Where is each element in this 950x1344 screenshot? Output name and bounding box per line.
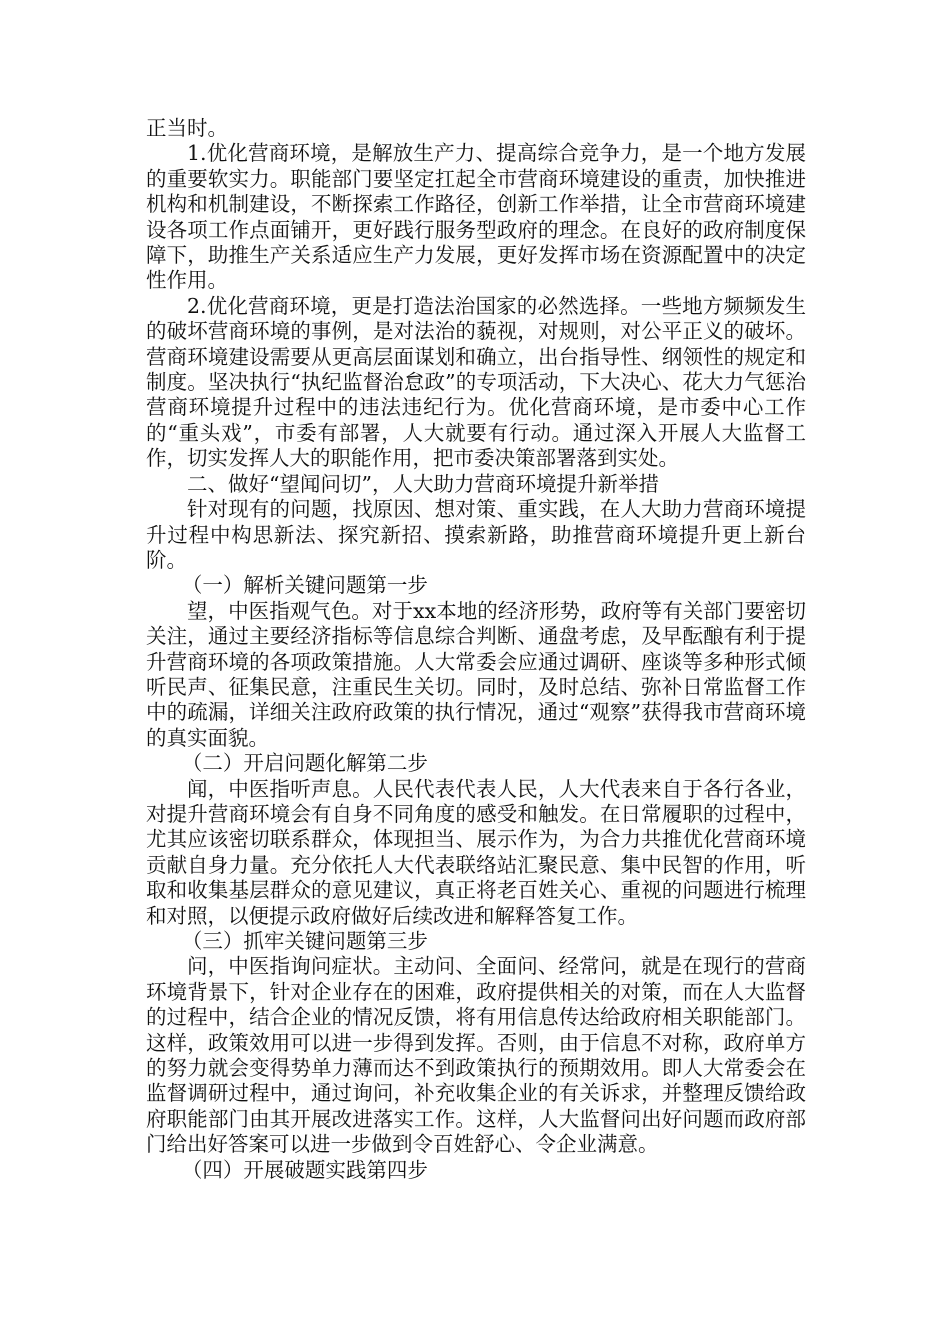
paragraph-step-1: 望，中医指观气色。对于xx本地的经济形势，政府等有关部门要密切关注，通过主要经济指标等信息综合判断、通盘考虑，及早酝酿有利于提升营商环境的各项政策措施。人大常委会应通过调研、座谈等多种形式倾听民声、征集民意，注重民生关切。同时，及时总结、弥补日常监督工作中的疏漏，详细关注政府政策的执行情况，通过“观察”获得我市营商环境的真实面貌。 — [146, 598, 806, 750]
paragraph-continuation: 正当时。 — [146, 116, 228, 140]
document-page — [146, 116, 806, 1183]
paragraph-point-1: 1.优化营商环境，是解放生产力、提高综合竞争力，是一个地方发展的重要软实力。职能部门要坚定扛起全市营商环境建设的重责，加快推进机构和机制建设，不断探索工作路径，创新工作举措，让全市营商环境建设各项工作点面铺开，更好践行服务型政府的理念。在良好的政府制度保障下，助推生产关系适应生产力发展，更好发挥市场在资源配置中的决定性作用。 — [146, 141, 806, 293]
section-heading-2: 二、做好“望闻问切”，人大助力营商环境提升新举措 — [187, 471, 659, 496]
paragraph-step-3: 问，中医指询问症状。主动问、全面问、经常问，就是在现行的营商环境背景下，针对企业存在的困难，政府提供相关的对策，而在人大监督的过程中，结合企业的情况反馈，将有用信息传达给政府相关职能部门。这样，政策效用可以进一步得到发挥。否则，由于信息不对称，政府单方的努力就会变得势单力薄而达不到政策执行的预期效用。即人大常委会在监督调研过程中，通过询问，补充收集企业的有关诉求，并整理反馈给政府职能部门由其开展改进落实工作。这样，人大监督问出好问题而政府部门给出好答案可以进一步做到令百姓舒心、令企业满意。 — [146, 954, 806, 1157]
paragraph-step-2: 闻，中医指听声息。人民代表代表人民，人大代表来自于各行各业，对提升营商环境会有自身不同角度的感受和触发。在日常履职的过程中，尤其应该密切联系群众，体现担当、展示作为，为合力共推优化营商环境贡献自身力量。充分依托人大代表联络站汇聚民意、集中民智的作用，听取和收集基层群众的意见建议，真正将老百姓关心、重视的问题进行梳理和对照，以便提示政府做好后续改进和解释答复工作。 — [146, 776, 806, 928]
subheading-step-4: （四）开展破题实践第四步 — [181, 1157, 428, 1182]
subheading-step-1: （一）解析关键问题第一步 — [181, 573, 428, 598]
subheading-step-3: （三）抓牢关键问题第三步 — [181, 929, 428, 953]
paragraph-point-2: 2.优化营商环境，更是打造法治国家的必然选择。一些地方频频发生的破坏营商环境的事例，是对法治的藐视，对规则，对公平正义的破坏。营商环境建设需要从更高层面谋划和确立，出台指导性、纲领性的规定和制度。坚决执行“执纪监督治怠政”的专项活动，下大决心、花大力气惩治营商环境提升过程中的违法违纪行为。优化营商环境，是市委中心工作的“重头戏”，市委有部署，人大就要有行动。通过深入开展人大监督工作，切实发挥人大的职能作用，把市委决策部署落到实处。 — [146, 293, 806, 471]
subheading-step-2: （二）开启问题化解第二步 — [181, 751, 428, 776]
paragraph-section-2-intro: 针对现有的问题，找原因、想对策、重实践，在人大助力营商环境提升过程中构思新法、探究新招、摸索新路，助推营商环境提升更上新台阶。 — [146, 497, 806, 572]
